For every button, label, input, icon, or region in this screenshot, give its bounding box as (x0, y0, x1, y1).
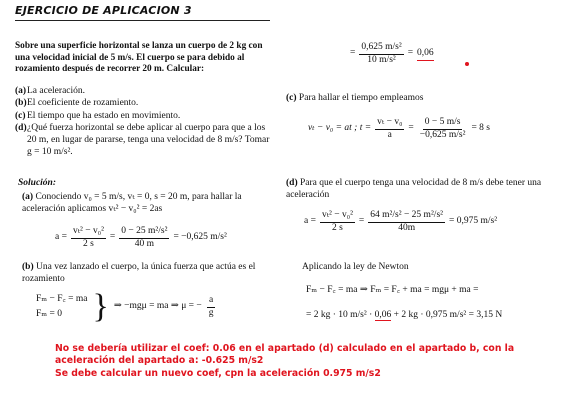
part-b-text (22, 262, 277, 286)
part-a-description: Conociendo v₀ = 5 m/s, vₜ = 0, s = 20 m, para hallar la aceleración aplicamos vₜ² − v₀² = 2as (22, 192, 242, 214)
part-c-equation (308, 117, 490, 142)
equals-sign: = (350, 48, 356, 59)
question-label: (d) (15, 123, 27, 134)
problem-statement: Sobre una superficie horizontal se lanza un cuerpo de 2 kg con una velocidad inicial de 5 m/s. El cuerpo se para debido al rozamiento después de recorrer 20 m. Calcular: (15, 41, 263, 75)
part-a-fraction-values (119, 226, 169, 251)
question-label: (c) (15, 110, 26, 121)
question-item (15, 111, 275, 123)
equals-sign: = (408, 123, 414, 134)
solution-heading: Solución: (18, 178, 57, 188)
fraction-numerator: 0 − 5 m/s (423, 117, 463, 130)
equals-sign: = (109, 232, 116, 243)
part-d-fraction-values (368, 210, 445, 235)
coefficient-result: 0,06 (417, 48, 434, 61)
part-a-label: (a) (22, 192, 34, 202)
fraction-numerator: vₜ² − v₀² (71, 226, 106, 239)
equation-system (36, 294, 88, 321)
part-c-result: = 8 s (471, 123, 491, 134)
part-d-lhs: a = (304, 216, 316, 227)
fraction-numerator: a (207, 295, 215, 308)
fraction-denominator: 2 s (83, 238, 94, 249)
fraction-denominator: −0,625 m/s² (419, 129, 466, 140)
question-label: (a) (15, 86, 27, 96)
part-a-fraction-formula (71, 226, 106, 251)
part-c-text (286, 93, 423, 105)
part-b-value-fraction (359, 42, 403, 67)
part-a-result: = −0,625 m/s² (173, 232, 227, 243)
newton-line-2-start: = 2 kg · 10 m/s² · (306, 310, 375, 320)
part-d-equation (304, 210, 497, 235)
part-c-fraction-formula (375, 117, 404, 142)
fraction-denominator: g (208, 307, 214, 318)
fraction-denominator: 40m (398, 222, 416, 233)
part-c-label: (c) (286, 93, 297, 103)
correction-note (55, 343, 555, 380)
part-b-equation (36, 288, 216, 325)
equals-sign: = (358, 216, 365, 227)
question-item (15, 98, 275, 110)
fraction-numerator: 0 − 25 m²/s² (119, 226, 169, 239)
fraction-denominator: 2 s (332, 222, 343, 233)
fraction-denominator: 10 m/s² (367, 54, 396, 65)
equals-sign: = (407, 48, 414, 59)
fraction-numerator: 64 m²/s² − 25 m²/s² (368, 210, 445, 223)
question-text: El tiempo que ha estado en movimiento. (27, 110, 181, 121)
question-text: ¿Qué fuerza horizontal se debe aplicar al cuerpo para que a los 20 m, en lugar de pararse, tenga una velocidad de 8 m/s? Tomar g = 10 m/s². (27, 123, 270, 157)
part-b-continuation (350, 42, 434, 67)
part-c-description: Para hallar el tiempo empleamos (298, 93, 424, 103)
part-c-fraction-values (418, 117, 468, 142)
red-dot-marker (465, 62, 469, 66)
fraction-numerator: 0,625 m/s² (359, 42, 403, 55)
question-text: El coeficiente de rozamiento. (27, 98, 139, 109)
part-d-result: = 0,975 m/s² (448, 216, 498, 227)
system-line-1: Fₘ − F꜀ = ma (36, 293, 88, 304)
fraction-denominator: a (387, 129, 392, 140)
part-b-chain: ⇒ −mgμ = ma ⇒ μ = − (113, 301, 202, 312)
correction-note-line-1: No se debería utilizar el coef: 0.06 en el apartado (d) calculado en el apartado b, con la aceleración del apartado a: -0.625 m/s2 (55, 343, 515, 367)
fraction-numerator: vₜ − v₀ (375, 117, 404, 130)
part-d-text (286, 178, 548, 202)
part-c-lhs: vₜ − v₀ = at ; t = (308, 123, 372, 134)
newton-line-2-end: + 2 kg · 0,975 m/s² = 3,15 N (393, 310, 503, 320)
newton-line-2 (306, 310, 502, 322)
fraction-numerator: vₜ² − v₀² (320, 210, 355, 223)
part-a-equation (55, 226, 227, 251)
question-text: La aceleración. (27, 86, 86, 96)
question-label: (b) (15, 98, 27, 109)
part-b-fraction (207, 295, 216, 320)
newton-line-1: Fₘ − F꜀ = ma ⇒ Fₘ = F꜀ + ma = mgμ + ma = (306, 285, 479, 295)
title-underline (15, 20, 270, 21)
newton-heading: Aplicando la ley de Newton (302, 262, 409, 272)
part-a-lhs: a = (55, 232, 67, 243)
part-d-description: Para que el cuerpo tenga una velocidad de 8 m/s debe tener una aceleración (286, 178, 542, 200)
part-b-description: Una vez lanzado el cuerpo, la única fuerza que actúa es el rozamiento (22, 262, 256, 284)
part-b-label: (b) (22, 262, 34, 272)
question-item (15, 123, 275, 159)
part-a-text (22, 192, 277, 216)
part-d-fraction-formula (320, 210, 355, 235)
correction-note-line-2: Se debe calcular un nuevo coef, cpn la aceleración 0.975 m/s2 (55, 367, 381, 379)
question-list (15, 86, 275, 159)
system-line-2: Fₘ = 0 (36, 308, 62, 319)
newton-coefficient: 0,06 (374, 310, 392, 320)
closing-brace-icon: } (92, 288, 109, 325)
exercise-title: EJERCICIO DE APLICACION 3 (15, 4, 192, 17)
fraction-denominator: 40 m (134, 238, 154, 249)
part-d-label: (d) (286, 178, 298, 188)
question-item (15, 86, 275, 98)
